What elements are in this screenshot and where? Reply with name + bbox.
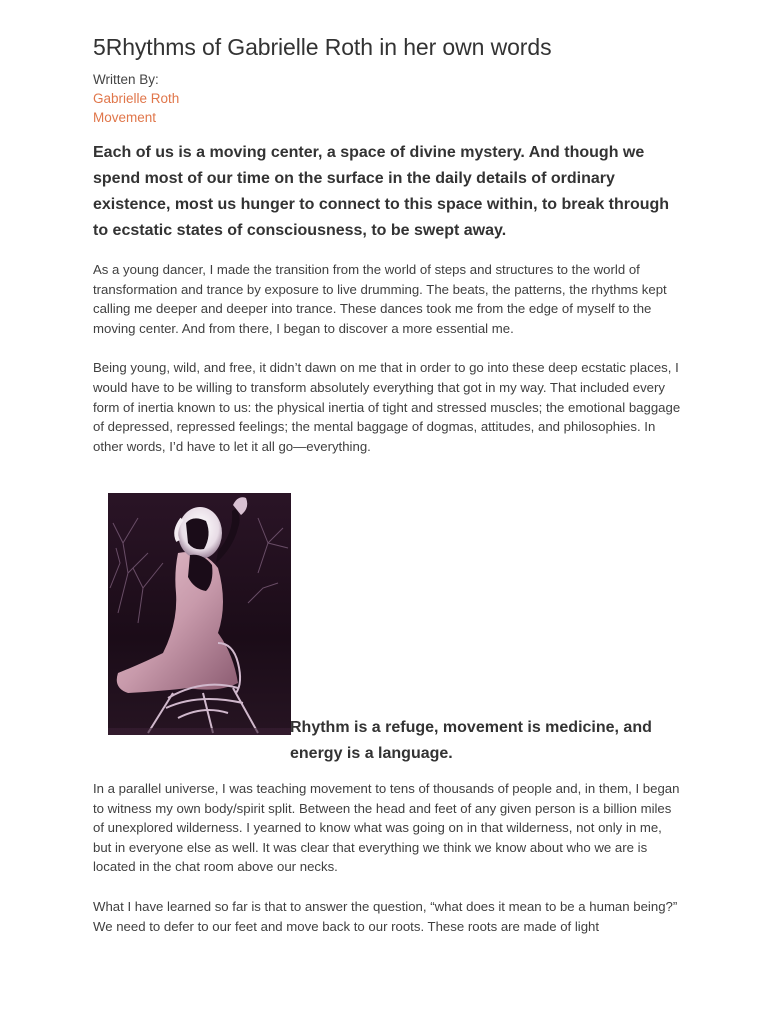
- body-paragraph-3: In a parallel universe, I was teaching movement to tens of thousands of people and, in them, I began to witness my own body/spirit split. Between the head and feet of any given person is a billion miles of unexplored wilderness. I yearned to know what was going on in that wilderness, not only in me, but in everyone else as well. It was clear that everything we think we know about who we are is located in the chat room above our necks.: [93, 781, 680, 875]
- body-paragraph-1: As a young dancer, I made the transition from the world of steps and structures to the world of transformation and trance by exposure to live drumming. The beats, the patterns, the rhythms kept calling me deeper and deeper into trance. These dances took me from the edge of myself to the moving center. And from there, I began to discover a more essential me.: [93, 262, 667, 336]
- dancer-photo: [108, 493, 291, 735]
- figure-with-quote: [108, 493, 683, 773]
- pull-quote: Rhythm is a refuge, movement is medicine, and energy is a language.: [290, 719, 652, 762]
- article-body-continued: [93, 779, 683, 936]
- category-link[interactable]: Movement: [93, 110, 157, 125]
- lead-paragraph: Each of us is a moving center, a space of divine mystery. And though we spend most of our time on the surface in the daily details of ordinary existence, most us hunger to connect to this space within, to break through to ecstatic states of consciousness, to be swept away.: [93, 144, 670, 239]
- author-link[interactable]: Gabrielle Roth: [93, 91, 180, 106]
- body-paragraph-2: Being young, wild, and free, it didn’t dawn on me that in order to go into these deep ecstatic places, I would have to be willing to transform absolutely everything that got in my way. That included every form of inertia known to us: the physical inertia of tight and stressed muscles; the emotional baggage of depressed, repressed feelings; the mental baggage of dogmas, attitudes, and philosophies. In other words, I’d have to let it all go—everything.: [93, 360, 681, 454]
- written-by-label: Written By:: [93, 72, 159, 87]
- body-paragraph-4: What I have learned so far is that to answer the question, “what does it mean to be a human being?” We need to defer to our feet and move back to our roots. These roots are made of light: [93, 898, 678, 934]
- page-title: 5Rhythms of Gabrielle Roth in her own words: [93, 34, 552, 60]
- article-header: [93, 32, 683, 456]
